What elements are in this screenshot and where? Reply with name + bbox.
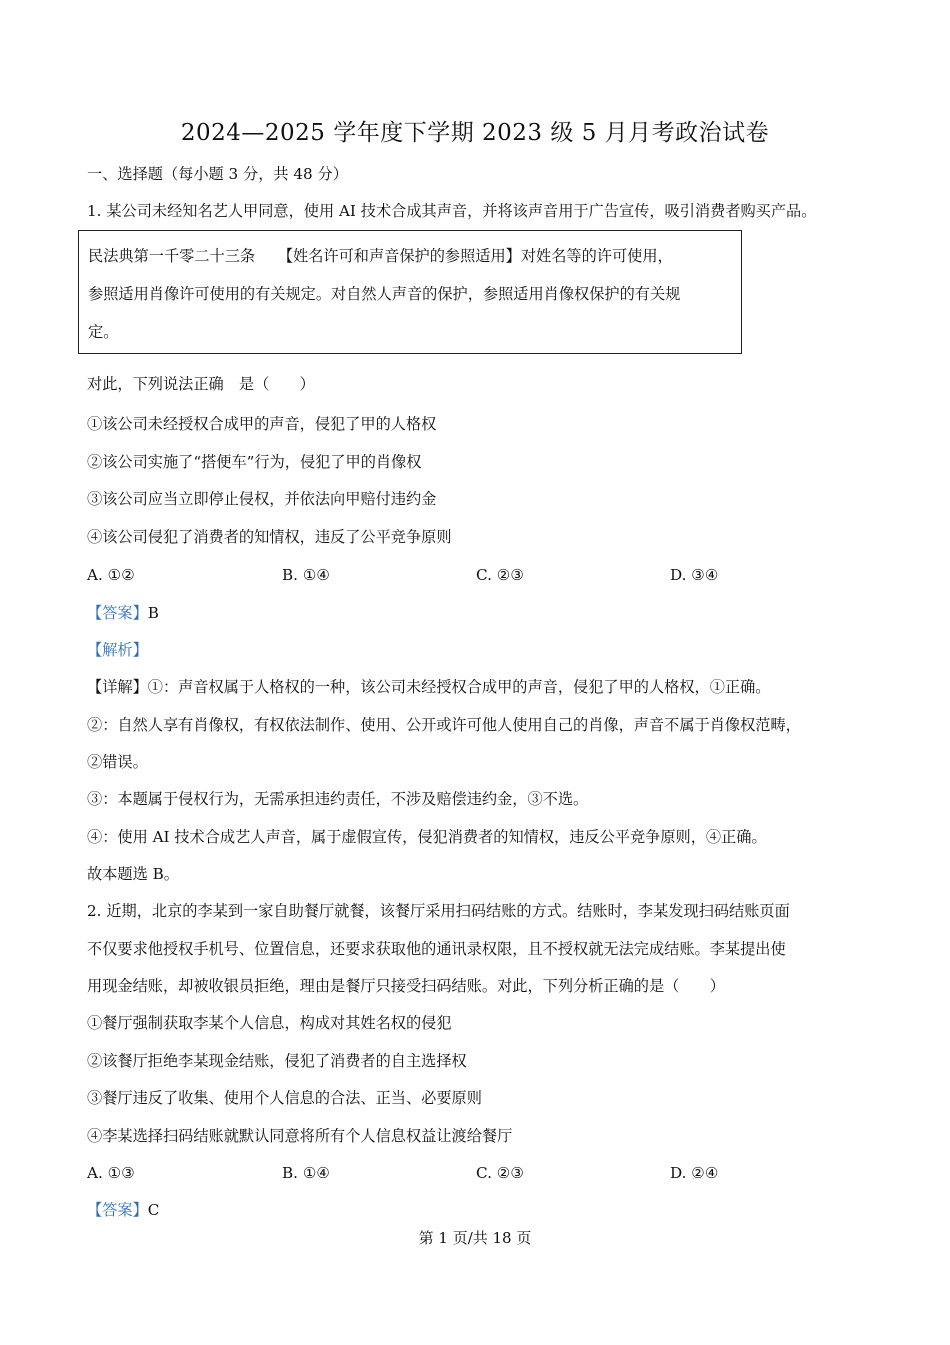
page-footer: 第 1 页/共 18 页: [418, 1229, 532, 1247]
q1-option-c: C. ②③: [476, 566, 524, 584]
q2-stem: 用现金结账，却被收银员拒绝，理由是餐厅只接受扫码结账。对此，下列分析正确的是（ ）: [87, 977, 725, 995]
q2-item: ①餐厅强制获取李某个人信息，构成对其姓名权的侵犯: [87, 1014, 452, 1032]
q1-option-d: D. ③④: [670, 566, 719, 584]
q2-item: ③餐厅违反了收集、使用个人信息的合法、正当、必要原则: [87, 1089, 482, 1107]
q1-item: ①该公司未经授权合成甲的声音，侵犯了甲的人格权: [87, 415, 437, 433]
q1-ask: 对此，下列说法正确 是（ ）: [87, 375, 315, 393]
detail-text: ①：声音权属于人格权的一种，该公司未经授权合成甲的声音，侵犯了甲的人格权，①正确。: [147, 678, 771, 696]
q1-detail: [87, 677, 770, 697]
q1-analysis-tag: 【解析】: [87, 641, 148, 659]
q2-option-d: D. ②④: [670, 1164, 719, 1182]
q1-item: ③该公司应当立即停止侵权，并依法向甲赔付违约金: [87, 490, 437, 508]
q2-option-c: C. ②③: [476, 1164, 524, 1182]
q1-item: ②该公司实施了“搭便车”行为，侵犯了甲的肖像权: [87, 453, 422, 471]
q1-item: ④该公司侵犯了消费者的知情权，违反了公平竞争原则: [87, 528, 452, 546]
answer-tag: 【答案】: [87, 604, 148, 622]
q2-stem: 不仅要求他授权手机号、位置信息，还要求获取他的通讯录权限，且不授权就无法完成结账。李某提出使: [87, 940, 786, 958]
answer-value: C: [147, 1201, 160, 1219]
q1-detail-line: ③：本题属于侵权行为，无需承担违约责任，不涉及赔偿违约金，③不选。: [87, 790, 589, 808]
q1-option-a: A. ①②: [87, 566, 135, 584]
section-heading: 一、选择题（每小题 3 分，共 48 分）: [87, 165, 348, 183]
q1-option-b: B. ①④: [282, 566, 331, 584]
q1-detail-line: ②：自然人享有肖像权，有权依法制作、使用、公开或许可他人使用自己的肖像，声音不属于肖像权范畴，: [87, 716, 801, 734]
q2-item: ④李某选择扫码结账就默认同意将所有个人信息权益让渡给餐厅: [87, 1127, 513, 1145]
q2-option-a: A. ①③: [87, 1164, 135, 1182]
q2-option-b: B. ①④: [282, 1164, 331, 1182]
q1-detail-line: ②错误。: [87, 753, 148, 771]
law-line: 定。: [88, 323, 119, 341]
q1-stem: 1. 某公司未经知名艺人甲同意，使用 AI 技术合成其声音，并将该声音用于广告宣传，吸引消费者购买产品。: [87, 202, 817, 220]
detail-tag: 【详解】: [87, 678, 148, 696]
q2-item: ②该餐厅拒绝李某现金结账，侵犯了消费者的自主选择权: [87, 1052, 467, 1070]
q1-conclusion: 故本题选 B。: [87, 865, 179, 883]
q2-stem: 2. 近期，北京的李某到一家自助餐厅就餐，该餐厅采用扫码结账的方式。结账时，李某发现扫码结账页面: [87, 902, 790, 920]
answer-tag: 【答案】: [87, 1201, 148, 1219]
q1-law-box: [78, 230, 742, 354]
q1-answer: [87, 603, 159, 623]
answer-value: B: [147, 604, 159, 622]
q2-answer: [87, 1200, 159, 1220]
page-title: 2024—2025 学年度下学期 2023 级 5 月月考政治试卷: [180, 120, 770, 146]
law-line: 民法典第一千零二十三条 【姓名许可和声音保护的参照适用】对姓名等的许可使用，: [88, 247, 673, 265]
law-line: 参照适用肖像许可使用的有关规定。对自然人声音的保护，参照适用肖像权保护的有关规: [88, 285, 681, 303]
q1-detail-line: ④：使用 AI 技术合成艺人声音，属于虚假宣传，侵犯消费者的知情权，违反公平竞争原则，④正确。: [87, 828, 767, 846]
